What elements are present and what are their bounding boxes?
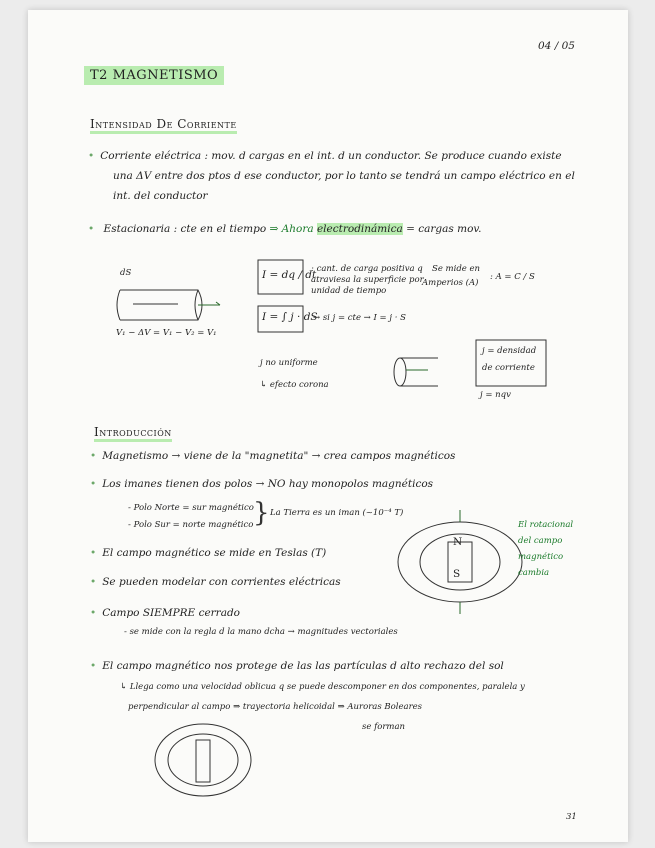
electrodinamica-highlight: electrodinámica <box>316 223 403 235</box>
mano-dcha: - se mide con la regla d la mano dcha → magnitudes vectoriales <box>124 627 398 637</box>
side-note-line2: del campo <box>518 536 563 546</box>
ampere-units: : A = C / S <box>490 272 535 282</box>
magnet-n-label: N <box>453 536 463 548</box>
estacionaria-right: = cargas mov. <box>406 223 482 235</box>
bullet-imanes: • Los imanes tienen dos polos → NO hay monopolos magnéticos <box>90 478 433 490</box>
bullet-corriente-line2: una ΔV entre dos ptos d ese conductor, por lo tanto se tendrá un campo eléctrico en el <box>113 170 575 182</box>
formula-note-line2: atraviesa la superficie por <box>311 275 424 285</box>
bullet-corriente-line1: • Corriente eléctrica : mov. d cargas en el int. d un conductor. Se produce cuando existe <box>88 150 562 162</box>
formula-note-line3: unidad de tiempo <box>311 286 387 296</box>
page-title: T2 MAGNETISMO <box>84 66 224 85</box>
estacionaria-text: Estacionaria : cte en el tiempo <box>103 223 267 235</box>
formula-note-line1: : cant. de carga positiva q <box>311 264 423 274</box>
estacionaria-arrow: ⇒ Ahora <box>269 223 314 235</box>
diagram-ds-label: dS <box>120 268 132 278</box>
bullet-cerrado: • Campo SIEMPRE cerrado <box>90 607 240 619</box>
earth-field-drawing <box>155 724 251 796</box>
corona-effect: ↳ efecto corona <box>260 380 329 390</box>
notebook-page <box>28 10 628 842</box>
proteccion-line3: perpendicular al campo ⇒ trayectoria helicoidal ⇒ Auroras Boleares <box>128 702 423 712</box>
section-heading-intensidad: Intensidad De Corriente <box>90 117 237 134</box>
proteccion-line4: se forman <box>362 722 406 732</box>
polo-norte: - Polo Norte = sur magnético <box>128 503 254 513</box>
bullet-proteccion: • El campo magnético nos protege de las las partículas d alto rechazo del sol <box>90 660 504 672</box>
section-heading-introduccion: Introducción <box>94 425 172 442</box>
j-nonuniform: j no uniforme <box>260 358 318 368</box>
diagram-voltage-label: V₁ − ΔV = V₁ − V₂ = V₁ <box>116 328 217 338</box>
magnet-field-drawing <box>398 510 522 614</box>
formula-integral: I = ∫ j · dS <box>262 311 318 323</box>
page-number: 31 <box>566 812 577 822</box>
density-line2: de corriente <box>482 363 535 373</box>
density-line1: j = densidad <box>482 346 537 356</box>
bullet-modelar: • Se pueden modelar con corrientes eléctricas <box>90 576 341 588</box>
bullet-corriente-line3: int. del conductor <box>113 190 208 202</box>
side-note-line3: magnético <box>518 552 564 562</box>
measure-line2: Amperios (A) <box>422 278 479 288</box>
magnet-s-label: S <box>453 568 461 580</box>
formula-integral-right: → si j = cte → I = j · S <box>313 313 406 323</box>
formula-current: I = dq / dt <box>262 269 317 281</box>
side-note-line4: cambia <box>518 568 550 578</box>
page-date: 04 / 05 <box>538 40 575 52</box>
measure-line1: Se mide en <box>432 264 481 274</box>
polo-sur: - Polo Sur = norte magnético <box>128 520 254 530</box>
tierra-note: La Tierra es un iman (~10⁻⁴ T) <box>270 508 404 518</box>
bullet-magnetismo: • Magnetismo → viene de la "magnetita" → crea campos magnéticos <box>90 450 455 462</box>
brace-symbol: } <box>253 498 270 528</box>
proteccion-line2: ↳ Llega como una velocidad oblicua q se puede descomponer en dos componentes, paralela y <box>120 682 525 692</box>
side-note-line1: El rotacional <box>518 520 574 530</box>
conductor-drawing <box>117 290 220 320</box>
density-formula: j = nqv <box>480 390 511 400</box>
bullet-teslas: • El campo magnético se mide en Teslas (T) <box>90 547 326 559</box>
